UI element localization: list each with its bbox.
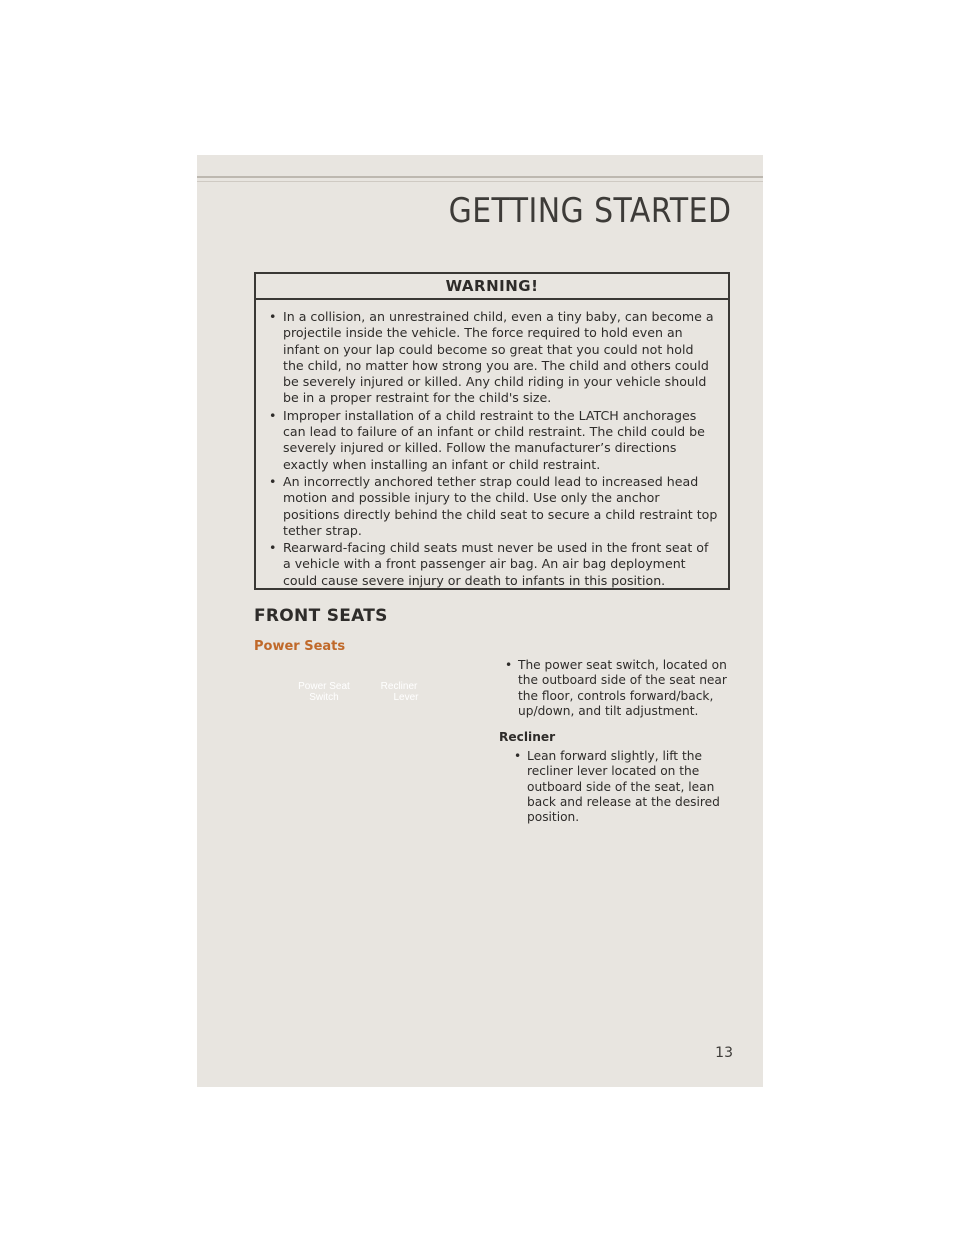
warning-title: WARNING!	[256, 274, 728, 300]
warning-item: • Improper installation of a child restraint to the LATCH anchorages can lead to failure of an infant or child restraint. The child could be severely injured or killed. Follow the manufacturer’s directions exactly when installing an infant or child restraint.	[266, 408, 718, 473]
power-seat-switch-label: Power Seat Switch	[298, 681, 350, 703]
recliner-heading: Recliner	[499, 730, 556, 745]
warning-item: • An incorrectly anchored tether strap could lead to increased head motion and possible injury to the child. Use only the anchor positions directly behind the child seat to secure a child restraint top tether strap.	[266, 474, 718, 539]
warning-item: • Rearward-facing child seats must never be used in the front seat of a vehicle with a front passenger air bag. An air bag deployment could cause severe injury or death to infants in this position.	[266, 540, 718, 589]
front-seats-heading: FRONT SEATS	[254, 606, 388, 626]
warning-item: • In a collision, an unrestrained child, even a tiny baby, can become a projectile inside the vehicle. The force required to hold even an infant on your lap could become so great that you could not hold the child, no matter how strong you are. The child and others could be severely injured or killed. Any child riding in your vehicle should be in a proper restraint for the child's size.	[266, 309, 718, 407]
header-rule	[197, 176, 763, 178]
recliner-bullet: • Lean forward slightly, lift the recliner lever located on the outboard side of the seat, lean back and release at the desired position.	[514, 749, 720, 825]
recliner-lever-label: Recliner Lever	[380, 681, 419, 703]
bullet-icon: •	[505, 658, 513, 672]
power-seats-text	[499, 658, 737, 826]
power-seat-photo	[254, 658, 486, 854]
header-rule-thin	[197, 181, 763, 182]
manual-page	[197, 155, 763, 1087]
page-number: 13	[715, 1045, 733, 1061]
power-seats-heading: Power Seats	[254, 639, 346, 654]
section-title: GETTING STARTED	[448, 191, 731, 231]
warning-box	[254, 272, 730, 590]
bullet-icon: •	[514, 749, 522, 764]
power-seat-bullet: • The power seat switch, located on the outboard side of the seat near the floor, controls forward/back, up/down, and tilt adjustment.	[505, 658, 727, 718]
warning-list	[256, 300, 728, 589]
